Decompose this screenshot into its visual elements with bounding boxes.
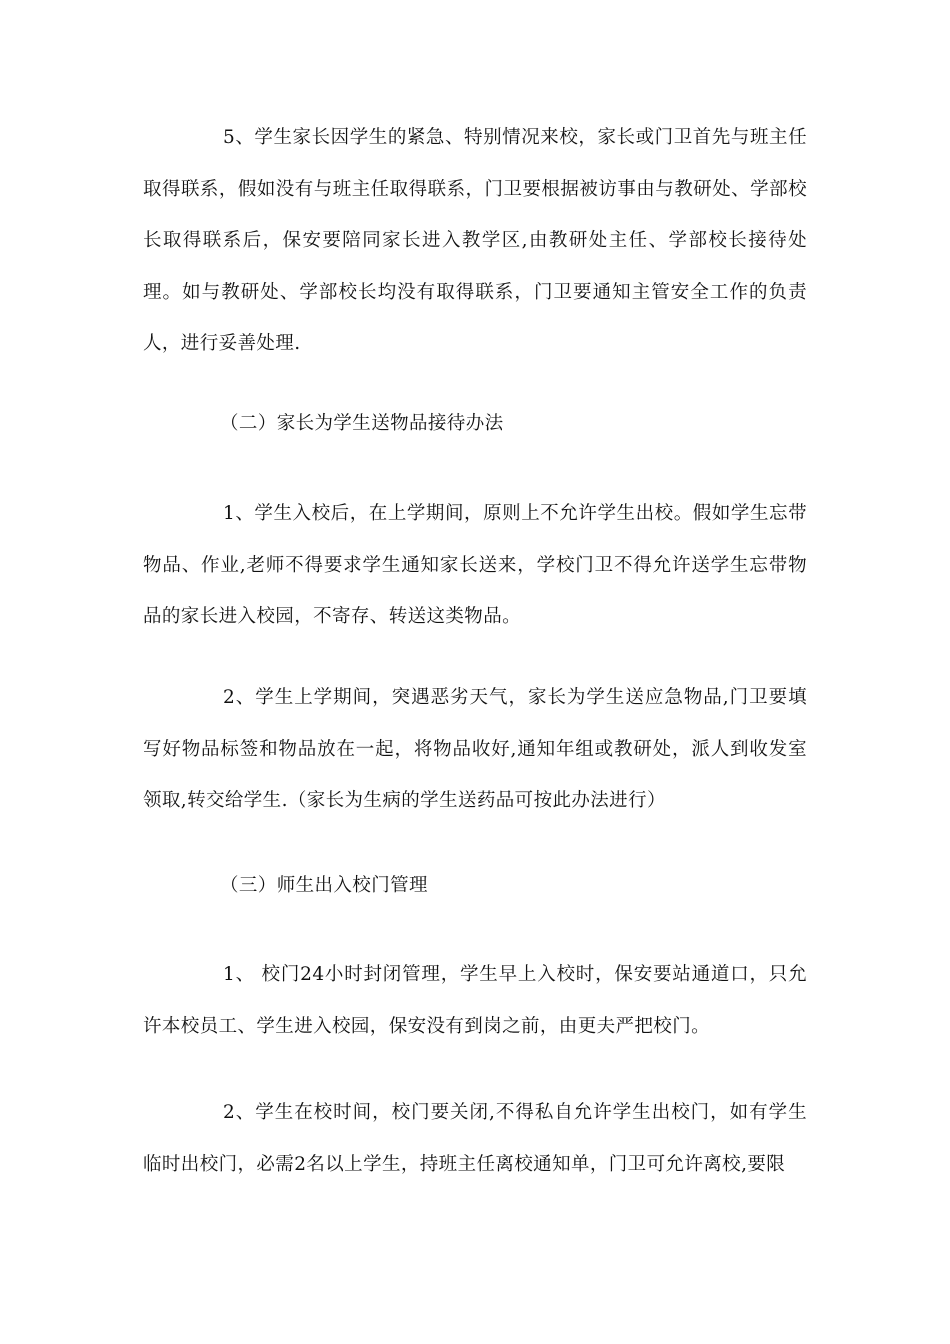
paragraph-forgotten-items: 1、学生入校后，在上学期间，原则上不允许学生出校。假如学生忘带物品、作业,老师不得要求学生通知家长送来，学校门卫不得允许送学生忘带物品的家长进入校园，不寄存、转送这类物品。 <box>143 503 807 627</box>
paragraph-parent-emergency-visit: 5、学生家长因学生的紧急、特别情况来校，家长或门卫首先与班主任取得联系，假如没有与班主任取得联系，门卫要根据被访事由与教研处、学部校长取得联系后，保安要陪同家长进入教学区,由教研处主任、学部校长接待处理。如与教研处、学部校长均没有取得联系，门卫要通知主管安全工作的负责人，进行妥善处理. <box>143 127 807 354</box>
paragraph-bad-weather-items: 2、学生上学期间，突遇恶劣天气，家长为学生送应急物品,门卫要填写好物品标签和物品放在一起，将物品收好,通知年组或教研处，派人到收发室领取,转交给学生.（家长为生病的学生送药品可按此办法进行） <box>143 687 807 811</box>
section-heading-gate-management: （三）师生出入校门管理 <box>220 875 428 896</box>
section-heading-deliver-items: （二）家长为学生送物品接待办法 <box>220 413 504 434</box>
paragraph-students-leaving: 2、学生在校时间，校门要关闭,不得私自允许学生出校门，如有学生临时出校门，必需2名以上学生，持班主任离校通知单，门卫可允许离校,要限 <box>143 1102 807 1175</box>
paragraph-gate-24h-closed: 1、 校门24小时封闭管理，学生早上入校时，保安要站通道口，只允许本校员工、学生进入校园，保安没有到岗之前，由更夫严把校门。 <box>143 964 807 1037</box>
